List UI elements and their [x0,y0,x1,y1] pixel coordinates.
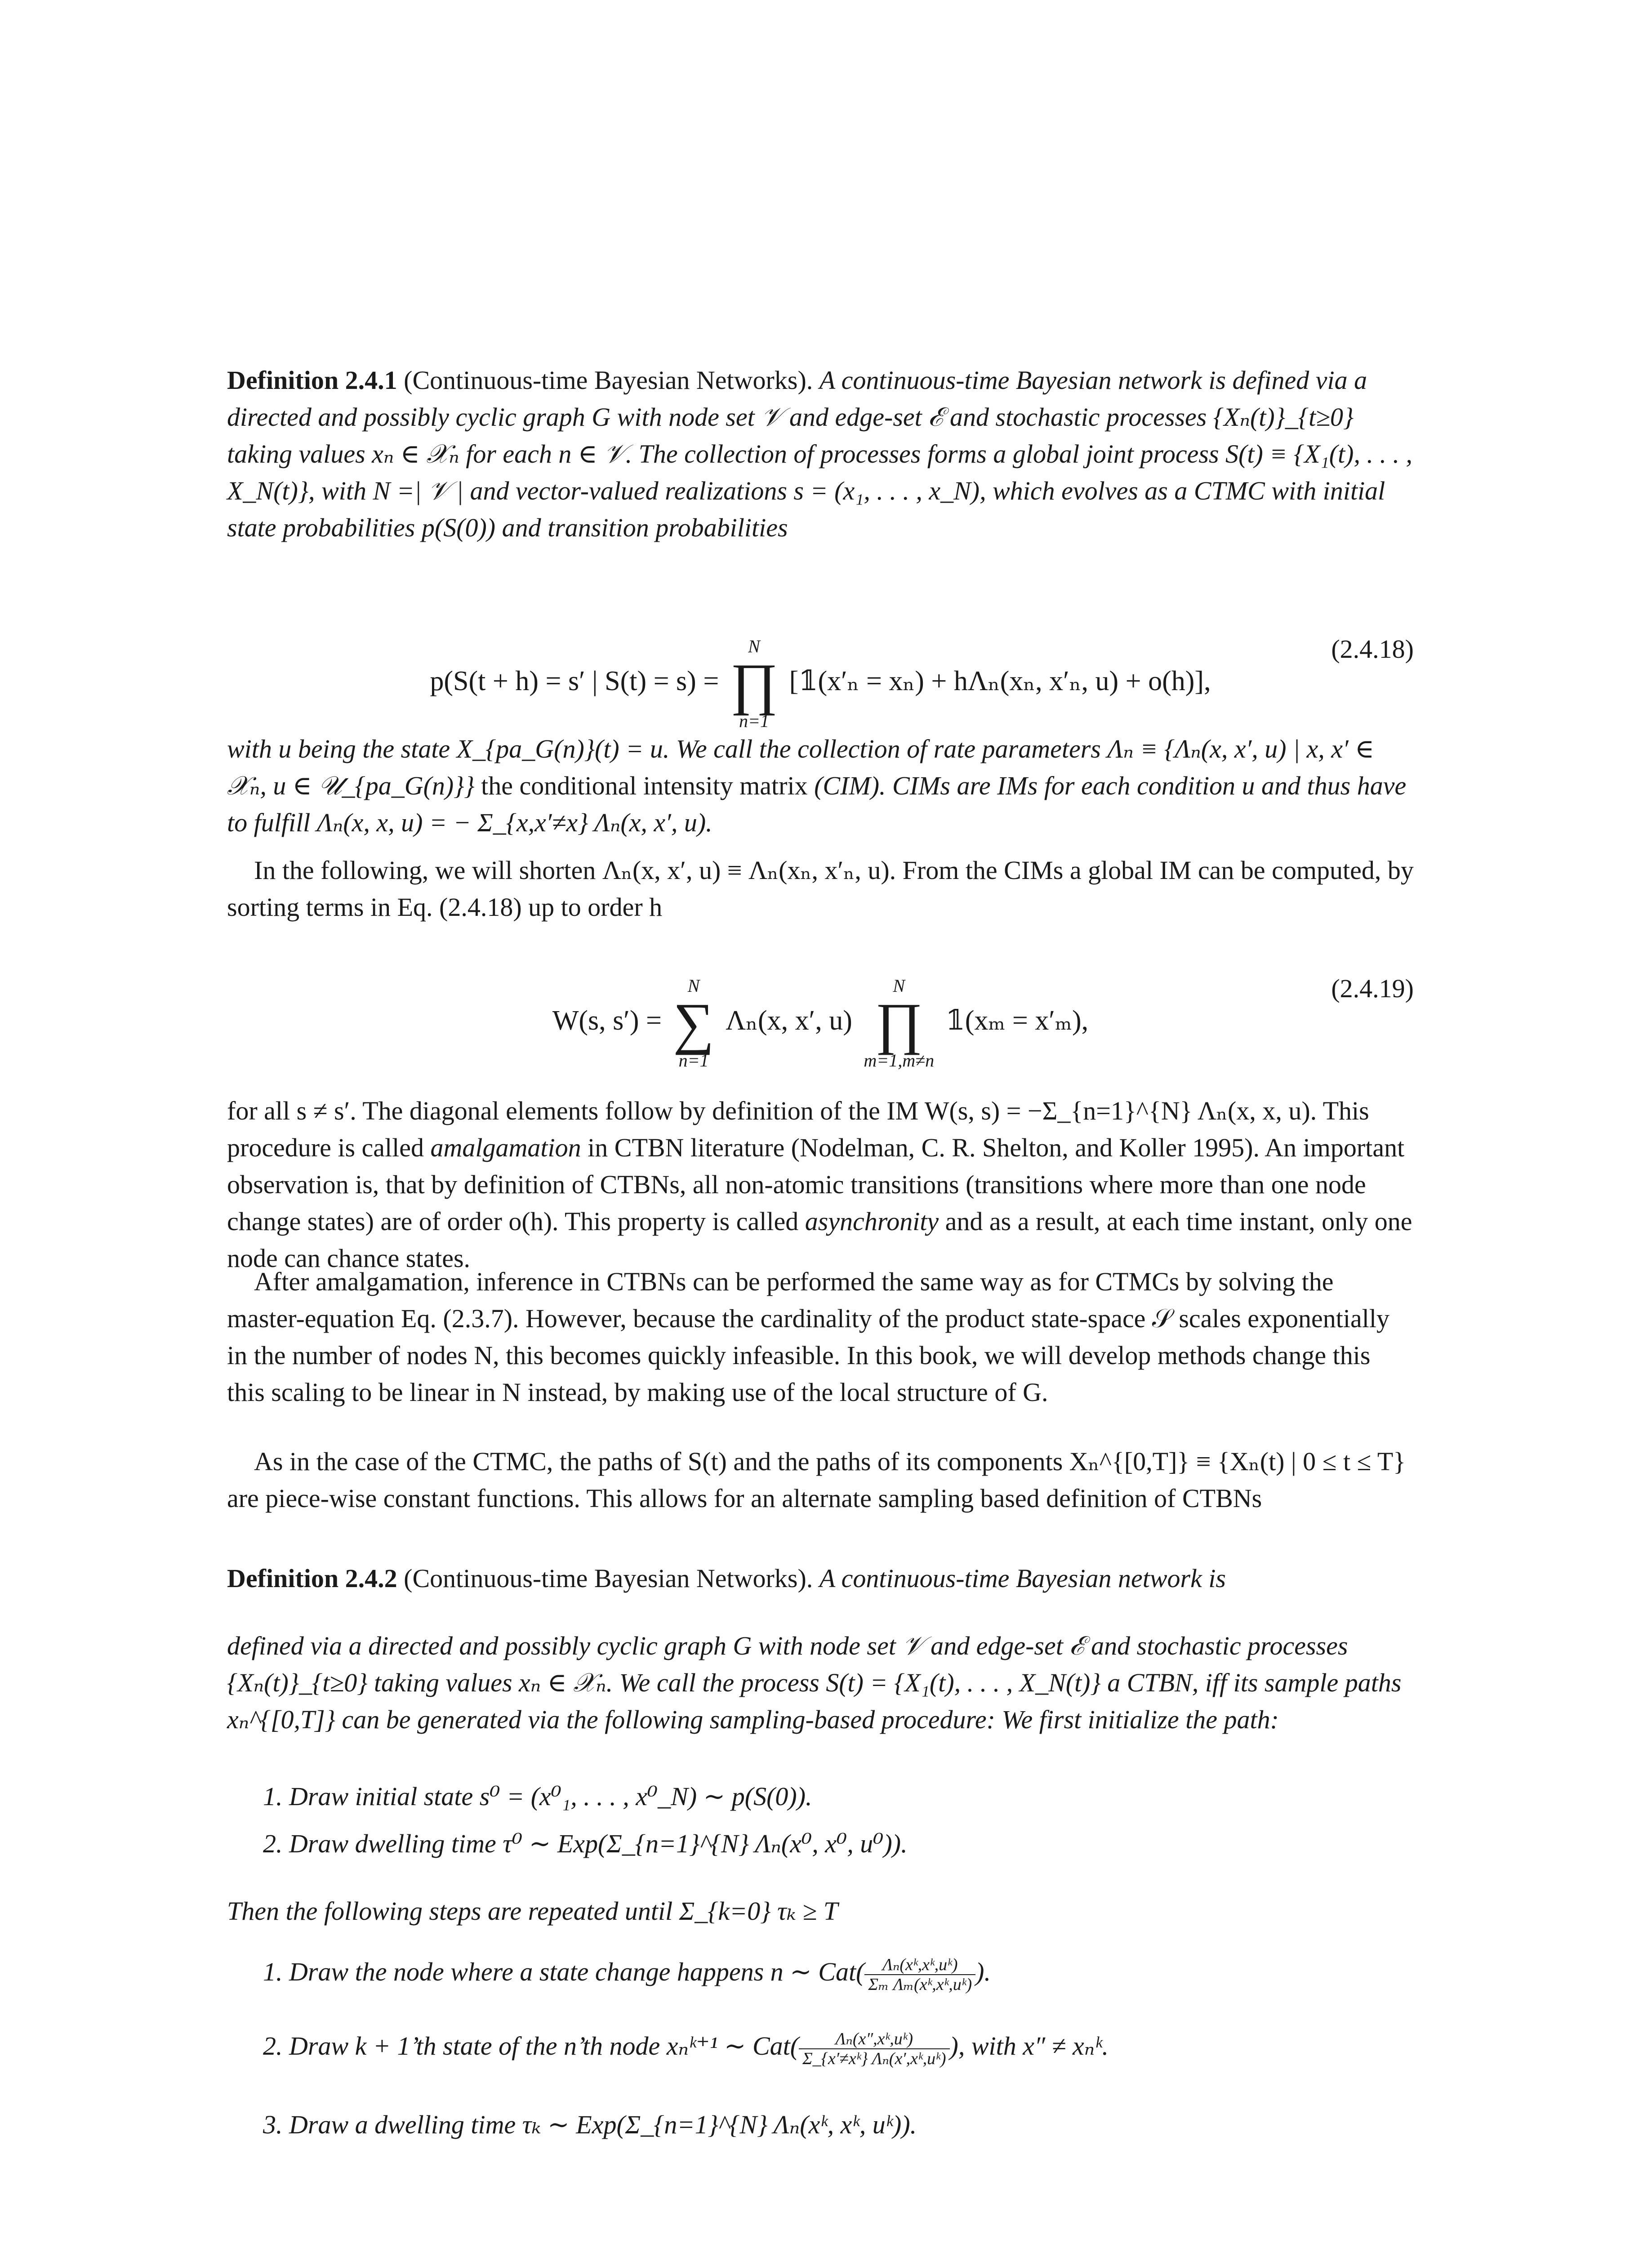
sum-operator: N ∑ n=1 [673,973,714,1073]
equation-lhs: p(S(t + h) = s′ | S(t) = s) = [430,666,719,697]
equation-2-4-18 [227,598,1414,731]
init-step-2: 2. Draw dwelling time τ⁰ ∼ Exp(Σ_{n=1}^{N} Λₙ(x⁰, x⁰, u⁰)). [263,1829,908,1858]
definition-label: Definition 2.4.1 [227,366,397,395]
step-text: 1. Draw the node where a state change happens n ∼ Cat( [263,1957,865,1986]
fraction-denominator: Σₘ Λₘ(xᵏ,xᵏ,uᵏ) [868,1975,972,1994]
cim-text-c: (CIM). CIMs are IMs for each condition u and thus have to fulfill Λₙ(x, x, u) = − Σ_{x,x′≠x} Λₙ(x, x′, u). [227,771,1407,837]
term-amalgamation: amalgamation [430,1133,581,1162]
repeated-steps [227,1954,1414,2205]
term-asynchronity: asynchronity [805,1207,939,1236]
product-operator: N ∏ m=1,m≠n [864,973,934,1073]
equation-middle: Λₙ(x, x′, u) [726,1005,852,1036]
equation-number: (2.4.18) [1331,634,1414,664]
product-upper-limit: N [893,976,905,996]
step-text: 2. Draw k + 1’th state of the n’th node xₙᵏ⁺¹ ∼ Cat( [263,2031,799,2061]
equation-rhs: [𝟙(x′ₙ = xₙ) + hΛₙ(xₙ, x′ₙ, u) + o(h)], [789,666,1211,697]
definition-label: Definition 2.4.2 [227,1564,397,1593]
cim-definition-text [227,731,1414,841]
product-lower-limit: m=1,m≠n [864,1050,935,1070]
fraction-denominator: Σ_{x′≠xᵏ} Λₙ(x′,xᵏ,uᵏ) [802,2049,946,2068]
definition-title: (Continuous-time Bayesian Networks). [397,1564,819,1593]
definition-title: (Continuous-time Bayesian Networks). [397,366,819,395]
definition-2-4-2 [227,1560,1414,1597]
sum-lower-limit: n=1 [678,1050,709,1070]
equation-body [227,634,1414,734]
product-operator: N ∏ n=1 [730,634,778,734]
paragraph-amalgamation [227,1093,1414,1277]
equation-lhs: W(s, s′) = [552,1005,662,1036]
paragraph-inference: After amalgamation, inference in CTBNs can be performed the same way as for CTMCs by solving the master-equation Eq. (2.3.7). However, because the cardinality of the product state-space 𝒮 scales exponentially in the number of nodes N, this becomes quickly infeasible. In this book, we will develop methods change this this scaling to be linear in N instead, by making use of the local structure of G. [227,1267,1389,1407]
cim-text-a: with u being the state X_{pa_G(n)}(t) = u. We call the collection of rate parameters Λₙ ≡ {Λₙ(x, x′, u) | x, x′ ∈ 𝒳ₙ, u ∈ 𝒰_{pa_G(n)}} [227,734,1375,800]
fraction [864,1955,975,1994]
amalgamation-text-a: for all s ≠ s′. The diagonal elements follow by definition of the IM W(s, s) = −Σ_{n=1}^{N} Λₙ(x, x, u). This procedure is called [227,1096,1369,1162]
step-text-end: ). [975,1957,991,1986]
fraction [799,2029,949,2068]
paragraph-shorten: In the following, we will shorten Λₙ(x, x′, u) ≡ Λₙ(xₙ, x′ₙ, u). From the CIMs a global IM can be computed, by sorting terms in Eq. (2.4.18) up to order h [227,856,1414,922]
product-upper-limit: N [748,636,760,656]
fraction-numerator: Λₙ(x″,xᵏ,uᵏ) [799,2029,949,2049]
equation-2-4-19 [227,937,1414,1070]
repeat-step-1 [263,1954,991,1994]
equation-rhs: 𝟙(xₘ = x′ₘ), [945,1005,1089,1036]
paragraph-paths: As in the case of the CTMC, the paths of S(t) and the paths of its components Xₙ^{[0,T]} ≡ {Xₙ(t) | 0 ≤ t ≤ T} are piece-wise constant functions. This allows for an alternate sampling based definition of CTBNs [227,1447,1406,1513]
definition-body: A continuous-time Bayesian network is defined via a directed and possibly cyclic graph G with node set 𝒱 and edge-set ℰ and stochastic processes {Xₙ(t)}_{t≥0} taking values xₙ ∈ 𝒳ₙ for each n ∈ 𝒱. The collection of processes forms a global joint process S(t) ≡ {X₁(t), . . . , X_N(t)}, with N =| 𝒱 | and vector-valued realizations s = (x₁, . . . , x_N), which evolves as a CTMC with initial state probabilities p(S(0)) and transition probabilities [227,366,1412,542]
definition-2-4-2-body: defined via a directed and possibly cyclic graph G with node set 𝒱 and edge-set ℰ and stochastic processes {Xₙ(t)}_{t≥0} taking values xₙ ∈ 𝒳ₙ. We call the process S(t) = {X₁(t), . . . , X_N(t)} a CTBN, iff its sample paths xₙ^{[0,T]} can be generated via the following sampling-based procedure: We first initialize the path: [227,1631,1402,1734]
sum-upper-limit: N [687,976,700,996]
equation-number: (2.4.19) [1331,974,1414,1003]
repeat-step-2 [263,2028,1109,2068]
definition-body-first: A continuous-time Bayesian network is [819,1564,1226,1593]
step-text-end: ), with x″ ≠ xₙᵏ. [949,2031,1109,2061]
repeat-condition: Then the following steps are repeated until Σ_{k=0} τₖ ≥ T [227,1896,838,1926]
amalgamation-text-e: and as a result, at each time instant, only one node can chance states. [227,1207,1412,1273]
cim-text-term: the conditional intensity matrix [481,771,808,800]
equation-body [227,973,1414,1073]
repeat-step-3: 3. Draw a dwelling time τₖ ∼ Exp(Σ_{n=1}^{N} Λₙ(xᵏ, xᵏ, uᵏ)). [263,2110,917,2139]
initialization-steps [227,1778,1414,1868]
fraction-numerator: Λₙ(xᵏ,xᵏ,uᵏ) [864,1955,975,1975]
product-lower-limit: n=1 [739,711,769,731]
amalgamation-text-c: in CTBN literature (Nodelman, C. R. Shelton, and Koller 1995). An important observation is, that by definition of CTBNs, all non-atomic transitions (transitions where more than one node change states) are of order o(h). This property is called [227,1133,1405,1236]
init-step-1: 1. Draw initial state s⁰ = (x⁰₁, . . . , x⁰_N) ∼ p(S(0)). [263,1782,812,1811]
definition-2-4-1 [227,362,1414,546]
